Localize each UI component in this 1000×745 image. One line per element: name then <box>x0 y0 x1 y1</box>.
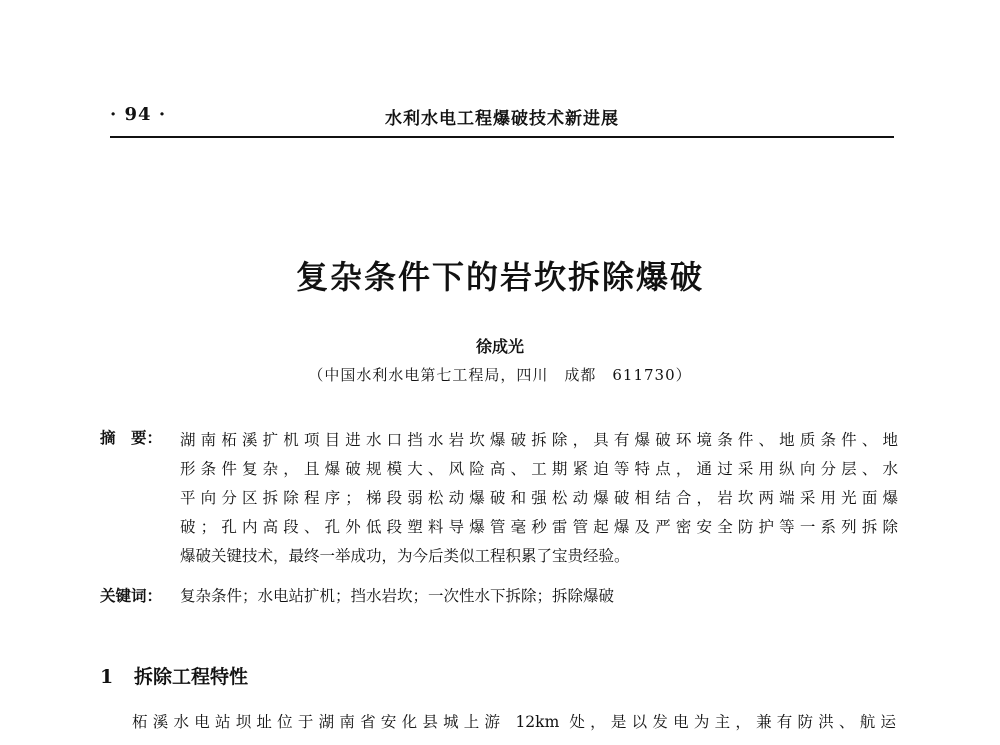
section-number: 1 <box>100 666 114 688</box>
section-heading <box>100 662 248 689</box>
section-title: 拆除工程特性 <box>134 666 249 688</box>
article-title: 复杂条件下的岩坎拆除爆破 <box>295 258 704 296</box>
abstract-line: 形条件复杂，且爆破规模大、风险高、工期紧迫等特点，通过采用纵向分层、水 <box>180 460 898 478</box>
page-number: · 94 · <box>110 104 167 125</box>
abstract-line: 湖南柘溪扩机项目进水口挡水岩坎爆破拆除，具有爆破环境条件、地质条件、地 <box>180 431 898 449</box>
abstract-label: 摘 要： <box>100 429 163 447</box>
running-head <box>110 104 894 128</box>
abstract-line: 平向分区拆除程序；梯段弱松动爆破和强松动爆破相结合，岩坎两端采用光面爆 <box>180 489 898 507</box>
paragraph-line: 柘溪水电站坝址位于湖南省安化县城上游 12km 处，是以发电为主，兼有防洪、航运 <box>132 713 896 731</box>
journal-title: 水利水电工程爆破技术新进展 <box>385 109 619 129</box>
author-affiliation: （中国水利水电第七工程局，四川 成都 611730） <box>308 366 692 384</box>
abstract-body <box>180 426 898 571</box>
body-paragraph <box>100 707 896 737</box>
abstract-line: 爆破关键技术，最终一举成功，为今后类似工程积累了宝贵经验。 <box>180 547 630 565</box>
author-name: 徐成光 <box>475 337 524 356</box>
keywords-text: 复杂条件；水电站扩机；挡水岩坎；一次性水下拆除；拆除爆破 <box>180 587 615 605</box>
keywords-label: 关键词： <box>100 587 163 605</box>
header-rule <box>110 136 894 138</box>
abstract-line: 破；孔内高段、孔外低段塑料导爆管毫秒雷管起爆及严密安全防护等一系列拆除 <box>180 518 898 536</box>
